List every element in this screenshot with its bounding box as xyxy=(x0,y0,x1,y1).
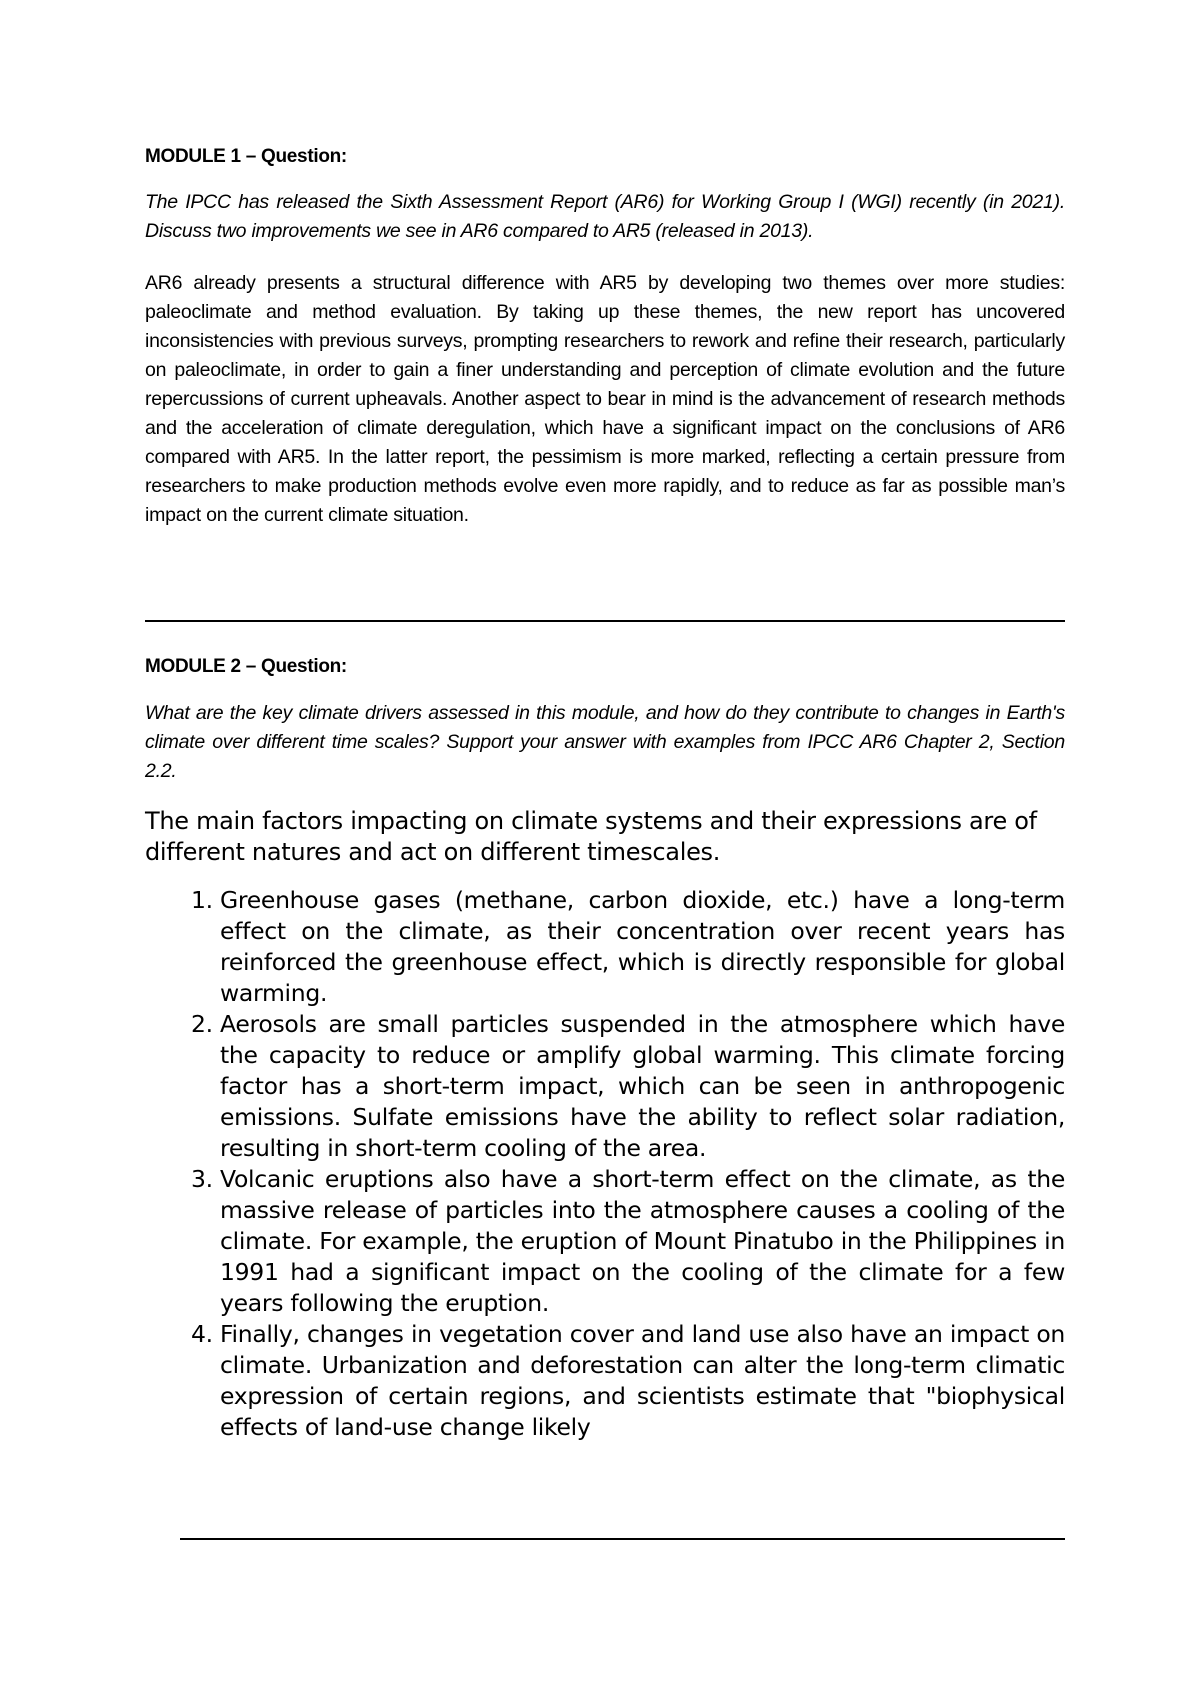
module-1-section xyxy=(145,146,1065,530)
module-1-answer: AR6 already presents a structural difference with AR5 by developing two themes over more studies: paleoclimate and method evaluation. By taking up these themes, the new report has uncovered inconsistencies with previous surveys, prompting researchers to rework and refine their research, particularly on paleoclimate, in order to gain a finer understanding and perception of climate evolution and the future repercussions of current upheavals. Another aspect to bear in mind is the advancement of research methods and the acceleration of climate deregulation, which have a significant impact on the conclusions of AR6 compared with AR5. In the latter report, the pessimism is more marked, reflecting a certain pressure from researchers to make production methods evolve even more rapidly, and to reduce as far as possible man’s impact on the current climate situation. xyxy=(145,272,1065,526)
page-bottom-rule xyxy=(180,1538,1065,1540)
document-page xyxy=(145,0,1065,1698)
section-divider xyxy=(145,620,1065,622)
module-2-section xyxy=(145,656,1065,1443)
list-item: 2. Aerosols are small particles suspended in the atmosphere which have the capacity to reduce or amplify global warming. This climate forcing factor has a short-term impact, which can be seen in anthropogenic emissions. Sulfate emissions have the ability to reflect solar radiation, resulting in short-term cooling of the area. xyxy=(220,1009,1065,1164)
module-2-heading: MODULE 2 – Question: xyxy=(145,656,347,677)
list-item: 1. Greenhouse gases (methane, carbon dioxide, etc.) have a long-term effect on the climate, as their concentration over recent years has reinforced the greenhouse effect, which is directly responsible for global warming. xyxy=(220,885,1065,1009)
list-item: 3. Volcanic eruptions also have a short-term effect on the climate, as the massive release of particles into the atmosphere causes a cooling of the climate. For example, the eruption of Mount Pinatubo in the Philippines in 1991 had a significant impact on the cooling of the climate for a few years following the eruption. xyxy=(220,1164,1065,1319)
list-item: 4. Finally, changes in vegetation cover and land use also have an impact on climate. Urbanization and deforestation can alter the long-term climatic expression of certain regions, and scientists estimate that "biophysical effects of land-use change likely xyxy=(220,1319,1065,1443)
module-1-heading: MODULE 1 – Question: xyxy=(145,146,347,167)
module-2-question: What are the key climate drivers assessed in this module, and how do they contribute to changes in Earth's climate over different time scales? Support your answer with examples from IPCC AR6 Chapter 2, Section 2.2. xyxy=(145,702,1065,782)
module-2-intro: The main factors impacting on climate systems and their expressions are of different natures and act on different timescales. xyxy=(145,807,1037,866)
climate-drivers-list xyxy=(145,885,1065,1443)
module-1-question: The IPCC has released the Sixth Assessment Report (AR6) for Working Group I (WGI) recently (in 2021). Discuss two improvements we see in AR6 compared to AR5 (released in 2013). xyxy=(145,191,1065,242)
